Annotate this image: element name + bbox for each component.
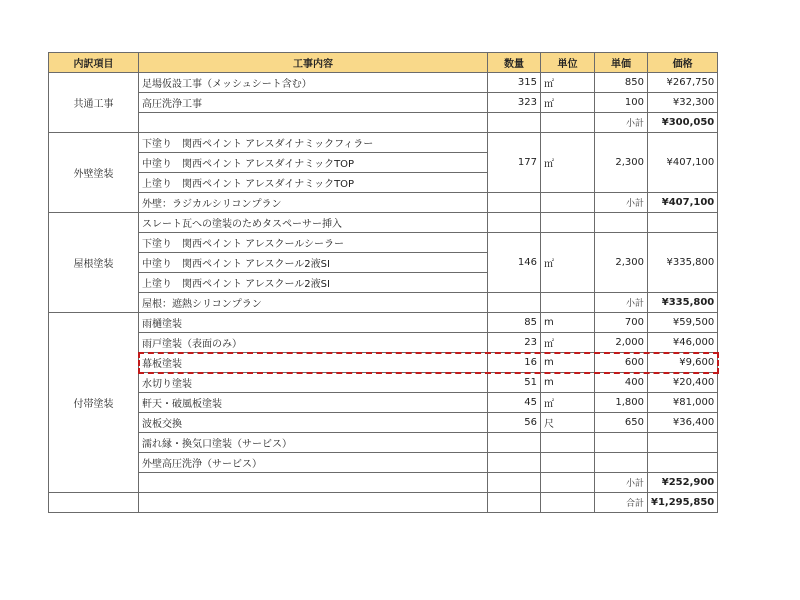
unit-cell: m: [541, 313, 595, 333]
empty-cell: [648, 213, 718, 233]
content-cell: 水切り塗装: [139, 373, 488, 393]
amount-cell: ¥36,400: [648, 413, 718, 433]
plan-label: 屋根：遮熱シリコンプラン: [139, 293, 488, 313]
amount-cell: ¥9,600: [648, 353, 718, 373]
content-cell: 波板交換: [139, 413, 488, 433]
table-row: [49, 93, 718, 113]
unit-price-cell: 2,300: [595, 133, 648, 193]
amount-cell: ¥20,400: [648, 373, 718, 393]
unit-price-cell: [595, 453, 648, 473]
content-cell: 雨戸塗装（表面のみ）: [139, 333, 488, 353]
amount-cell: ¥335,800: [648, 233, 718, 293]
content-cell: 上塗り 関西ペイント アレスクール2液SI: [139, 273, 488, 293]
subtotal-label: 小計: [595, 193, 648, 213]
unit-price-cell: 650: [595, 413, 648, 433]
empty-cell: [488, 193, 541, 213]
empty-cell: [139, 493, 488, 513]
subtotal-value: ¥335,800: [648, 293, 718, 313]
table-row: [49, 413, 718, 433]
qty-cell: 16: [488, 353, 541, 373]
unit-cell: ㎡: [541, 233, 595, 293]
unit-price-cell: [595, 433, 648, 453]
qty-cell: 146: [488, 233, 541, 293]
qty-cell: 315: [488, 73, 541, 93]
subtotal-label: 小計: [595, 293, 648, 313]
unit-price-cell: 2,300: [595, 233, 648, 293]
qty-cell: [488, 433, 541, 453]
amount-cell: [648, 433, 718, 453]
unit-price-cell: 400: [595, 373, 648, 393]
content-cell: スレート瓦への塗装のためタスペーサー挿入: [139, 213, 488, 233]
empty-cell: [139, 113, 488, 133]
unit-cell: ㎡: [541, 93, 595, 113]
subtotal-row: [49, 193, 718, 213]
content-cell: 濡れ縁・換気口塗装（サービス）: [139, 433, 488, 453]
header-category: 内訳項目: [49, 53, 139, 73]
unit-cell: ㎡: [541, 393, 595, 413]
estimate-table: [48, 52, 718, 513]
subtotal-row: [49, 473, 718, 493]
table-row: [49, 233, 718, 253]
table-row: [49, 213, 718, 233]
category-cell: 付帯塗装: [49, 313, 139, 493]
category-cell: 外壁塗装: [49, 133, 139, 213]
table-row: [49, 133, 718, 153]
unit-price-cell: 600: [595, 353, 648, 373]
qty-cell: 323: [488, 93, 541, 113]
qty-cell: 51: [488, 373, 541, 393]
table-row: [49, 313, 718, 333]
header-qty: 数量: [488, 53, 541, 73]
empty-cell: [595, 213, 648, 233]
content-cell: 中塗り 関西ペイント アレスクール2液SI: [139, 253, 488, 273]
unit-cell: ㎡: [541, 133, 595, 193]
unit-cell: ㎡: [541, 73, 595, 93]
unit-price-cell: 700: [595, 313, 648, 333]
empty-cell: [49, 493, 139, 513]
content-cell: 足場仮設工事（メッシュシート含む）: [139, 73, 488, 93]
empty-cell: [541, 473, 595, 493]
content-cell: 高圧洗浄工事: [139, 93, 488, 113]
amount-cell: ¥32,300: [648, 93, 718, 113]
table-row: [49, 453, 718, 473]
highlighted-row: [49, 353, 718, 373]
total-row: [49, 493, 718, 513]
subtotal-label: 小計: [595, 473, 648, 493]
amount-cell: ¥267,750: [648, 73, 718, 93]
subtotal-row: [49, 113, 718, 133]
plan-label: 外壁：ラジカルシリコンプラン: [139, 193, 488, 213]
empty-cell: [541, 213, 595, 233]
unit-cell: m: [541, 373, 595, 393]
empty-cell: [488, 493, 541, 513]
content-cell: 外壁高圧洗浄（サービス）: [139, 453, 488, 473]
table-row: [49, 393, 718, 413]
unit-price-cell: 100: [595, 93, 648, 113]
unit-cell: m: [541, 353, 595, 373]
qty-cell: 23: [488, 333, 541, 353]
subtotal-value: ¥300,050: [648, 113, 718, 133]
empty-cell: [541, 193, 595, 213]
unit-price-cell: 850: [595, 73, 648, 93]
table-row: [49, 433, 718, 453]
empty-cell: [139, 473, 488, 493]
empty-cell: [541, 493, 595, 513]
subtotal-value: ¥252,900: [648, 473, 718, 493]
qty-cell: 45: [488, 393, 541, 413]
category-cell: 屋根塗装: [49, 213, 139, 313]
total-value: ¥1,295,850: [648, 493, 718, 513]
table-row: [49, 373, 718, 393]
header-row: [49, 53, 718, 73]
qty-cell: 177: [488, 133, 541, 193]
amount-cell: ¥407,100: [648, 133, 718, 193]
qty-cell: 85: [488, 313, 541, 333]
content-cell: 雨樋塗装: [139, 313, 488, 333]
unit-cell: [541, 453, 595, 473]
qty-cell: 56: [488, 413, 541, 433]
content-cell: 軒天・破風板塗装: [139, 393, 488, 413]
empty-cell: [488, 213, 541, 233]
amount-cell: ¥59,500: [648, 313, 718, 333]
subtotal-row: [49, 293, 718, 313]
unit-cell: ㎡: [541, 333, 595, 353]
amount-cell: ¥46,000: [648, 333, 718, 353]
qty-cell: [488, 453, 541, 473]
amount-cell: ¥81,000: [648, 393, 718, 413]
total-label: 合計: [595, 493, 648, 513]
unit-price-cell: 1,800: [595, 393, 648, 413]
empty-cell: [488, 473, 541, 493]
content-cell: 下塗り 関西ペイント アレスクールシーラー: [139, 233, 488, 253]
amount-cell: [648, 453, 718, 473]
content-cell: 幕板塗装: [139, 353, 488, 373]
header-unit-price: 単価: [595, 53, 648, 73]
unit-price-cell: 2,000: [595, 333, 648, 353]
table-row: [49, 333, 718, 353]
header-amount: 価格: [648, 53, 718, 73]
empty-cell: [488, 293, 541, 313]
header-unit: 単位: [541, 53, 595, 73]
unit-cell: [541, 433, 595, 453]
subtotal-value: ¥407,100: [648, 193, 718, 213]
category-cell: 共通工事: [49, 73, 139, 133]
content-cell: 上塗り 関西ペイント アレスダイナミックTOP: [139, 173, 488, 193]
header-content: 工事内容: [139, 53, 488, 73]
content-cell: 中塗り 関西ペイント アレスダイナミックTOP: [139, 153, 488, 173]
empty-cell: [541, 293, 595, 313]
table-row: [49, 73, 718, 93]
content-cell: 下塗り 関西ペイント アレスダイナミックフィラー: [139, 133, 488, 153]
subtotal-label: 小計: [595, 113, 648, 133]
empty-cell: [488, 113, 541, 133]
empty-cell: [541, 113, 595, 133]
unit-cell: 尺: [541, 413, 595, 433]
